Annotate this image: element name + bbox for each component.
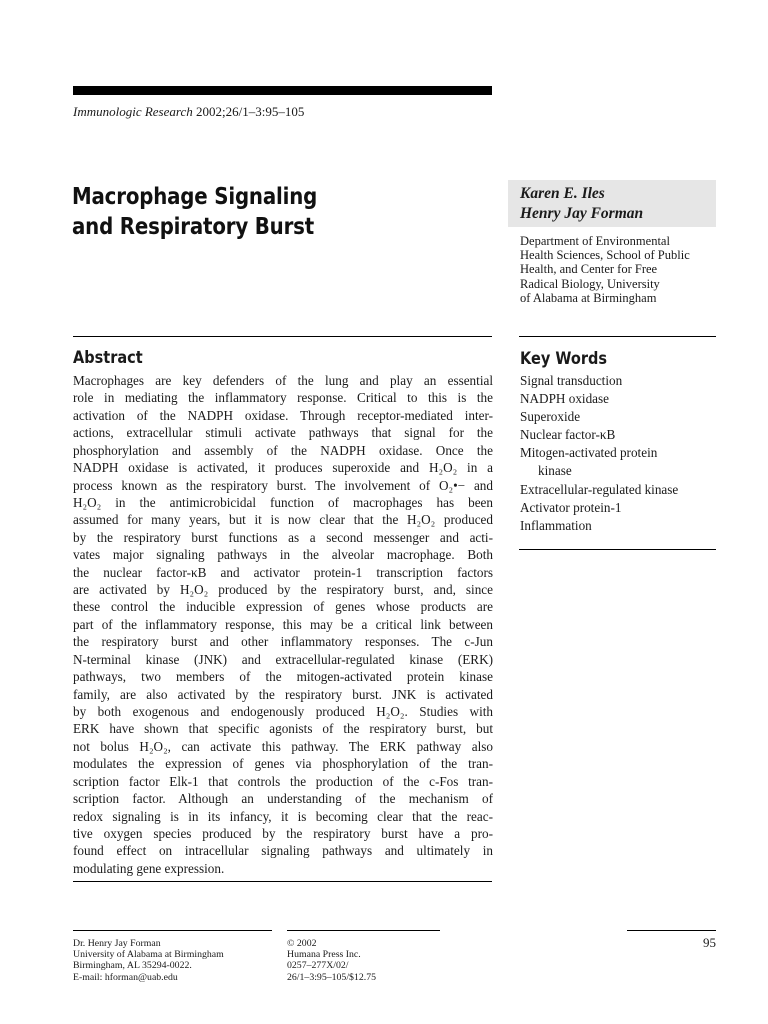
keyword-item: Mitogen-activated protein xyxy=(520,445,658,461)
abstract-top-rule xyxy=(73,336,492,337)
abstract-line: scription factor. Although an understanding of the mechanism of xyxy=(73,791,493,807)
abstract-line: tive oxygen species produced by the respiratory burst have a pro- xyxy=(73,825,493,841)
abstract-bottom-rule xyxy=(73,881,492,882)
abstract-line: role in mediating the inflammatory response. Critical to this is the xyxy=(73,390,493,406)
correspondence-email: E-mail: hforman@uab.edu xyxy=(73,971,178,983)
abstract-line: modulating gene expression. xyxy=(73,860,225,876)
keywords-bottom-rule xyxy=(519,549,716,550)
journal-name: Immunologic Research xyxy=(73,104,193,119)
affiliation-line: of Alabama at Birmingham xyxy=(520,290,657,305)
title-line-1: Macrophage Signaling xyxy=(72,184,318,210)
abstract-line: are activated by H₂O₂ produced by the respiratory burst, and, since xyxy=(73,582,493,598)
correspondence-line: University of Alabama at Birmingham xyxy=(73,949,224,961)
keyword-item: Superoxide xyxy=(520,409,581,425)
abstract-line: part of the inflammatory response, this may be a critical link between xyxy=(73,616,493,632)
abstract-line: H₂O₂ in the antimicrobicidal function of macrophages has been xyxy=(73,494,493,510)
correspondence-line: Birmingham, AL 35294-0022. xyxy=(73,960,192,972)
keyword-item: Signal transduction xyxy=(520,373,623,388)
keywords-heading: Key Words xyxy=(520,349,608,368)
footnote-rule xyxy=(627,930,716,931)
keyword-item: kinase xyxy=(538,463,572,479)
keyword-item: Extracellular-regulated kinase xyxy=(520,481,679,497)
abstract-line: redox signaling is in its infancy, it is becoming clear that the reac- xyxy=(73,808,493,824)
abstract-line: modulates the expression of genes via phosphorylation of the tran- xyxy=(73,756,493,772)
abstract-line: NADPH oxidase is activated, it produces superoxide and H₂O₂ in a xyxy=(73,460,493,476)
abstract-line: assumed for many years, but it is now clear that the H₂O₂ produced xyxy=(73,512,493,528)
title-line-2: and Respiratory Burst xyxy=(72,214,315,240)
footnote-rule xyxy=(73,930,272,931)
abstract-line: scription factor Elk-1 that controls the production of the c-Fos tran- xyxy=(73,773,493,789)
keywords-list xyxy=(520,372,720,535)
keyword-item: Nuclear factor-κB xyxy=(520,427,616,443)
author-affiliation xyxy=(520,234,720,305)
abstract-text xyxy=(73,372,493,877)
affiliation-line: Health, and Center for Free xyxy=(520,262,658,277)
abstract-line: found effect on intracellular signaling pathways and ultimately in xyxy=(73,843,493,859)
abstract-line: Macrophages are key defenders of the lung and play an essential xyxy=(73,373,493,388)
author-name: Karen E. Iles xyxy=(520,185,605,202)
abstract-line: actions, extracellular stimuli activate pathways that signal for the xyxy=(73,425,493,441)
correspondence-footnote xyxy=(73,938,283,983)
abstract-line: the respiratory burst and other inflammatory responses. The c-Jun xyxy=(73,634,493,650)
abstract-line: ERK have shown that specific agonists of the respiratory burst, but xyxy=(73,721,493,737)
footnote-rule xyxy=(287,930,440,931)
abstract-line: process known as the respiratory burst. The involvement of O₂•− and xyxy=(73,477,493,493)
journal-volume-pages: 2002;26/1–3:95–105 xyxy=(196,104,305,119)
affiliation-line: Radical Biology, University xyxy=(520,276,660,291)
abstract-line: N-terminal kinase (JNK) and extracellular-regulated kinase (ERK) xyxy=(73,651,493,667)
keyword-item: NADPH oxidase xyxy=(520,391,610,407)
abstract-heading: Abstract xyxy=(73,348,143,367)
abstract-line: the nuclear factor-κB and activator protein-1 transcription factors xyxy=(73,564,493,580)
copyright-line: 26/1–3:95–105/$12.75 xyxy=(287,971,376,983)
abstract-line: phosphorylation and assembly of the NADPH oxidase. Once the xyxy=(73,442,493,458)
correspondence-line: Dr. Henry Jay Forman xyxy=(73,938,161,949)
copyright-line: © 2002 xyxy=(287,938,317,949)
abstract-line: by both exogenous and endogenously produced H₂O₂. Studies with xyxy=(73,704,493,720)
abstract-line: activation of the NADPH oxidase. Through receptor-mediated inter- xyxy=(73,407,493,423)
abstract-line: vates major signaling pathways in the alveolar macrophage. Both xyxy=(73,547,493,563)
article-title xyxy=(72,182,433,242)
keywords-top-rule xyxy=(519,336,716,337)
journal-citation xyxy=(73,104,493,120)
keyword-item: Activator protein-1 xyxy=(520,499,622,515)
copyright-footnote xyxy=(287,938,447,983)
page-number: 95 xyxy=(703,935,716,950)
abstract-line: family, are also activated by the respiratory burst. JNK is activated xyxy=(73,686,493,702)
abstract-line: by the respiratory burst functions as a second messenger and acti- xyxy=(73,529,493,545)
header-rule xyxy=(73,86,492,95)
abstract-line: these control the inducible expression of genes whose products are xyxy=(73,599,493,615)
author-name: Henry Jay Forman xyxy=(520,205,644,222)
keyword-item: Inflammation xyxy=(520,517,592,533)
affiliation-line: Department of Environmental xyxy=(520,234,670,248)
affiliation-line: Health Sciences, School of Public xyxy=(520,248,690,263)
abstract-line: pathways, two members of the mitogen-activated protein kinase xyxy=(73,669,493,685)
abstract-line: not bolus H₂O₂, can activate this pathway. The ERK pathway also xyxy=(73,738,493,754)
copyright-line: 0257–277X/02/ xyxy=(287,960,349,972)
copyright-line: Humana Press Inc. xyxy=(287,949,361,961)
